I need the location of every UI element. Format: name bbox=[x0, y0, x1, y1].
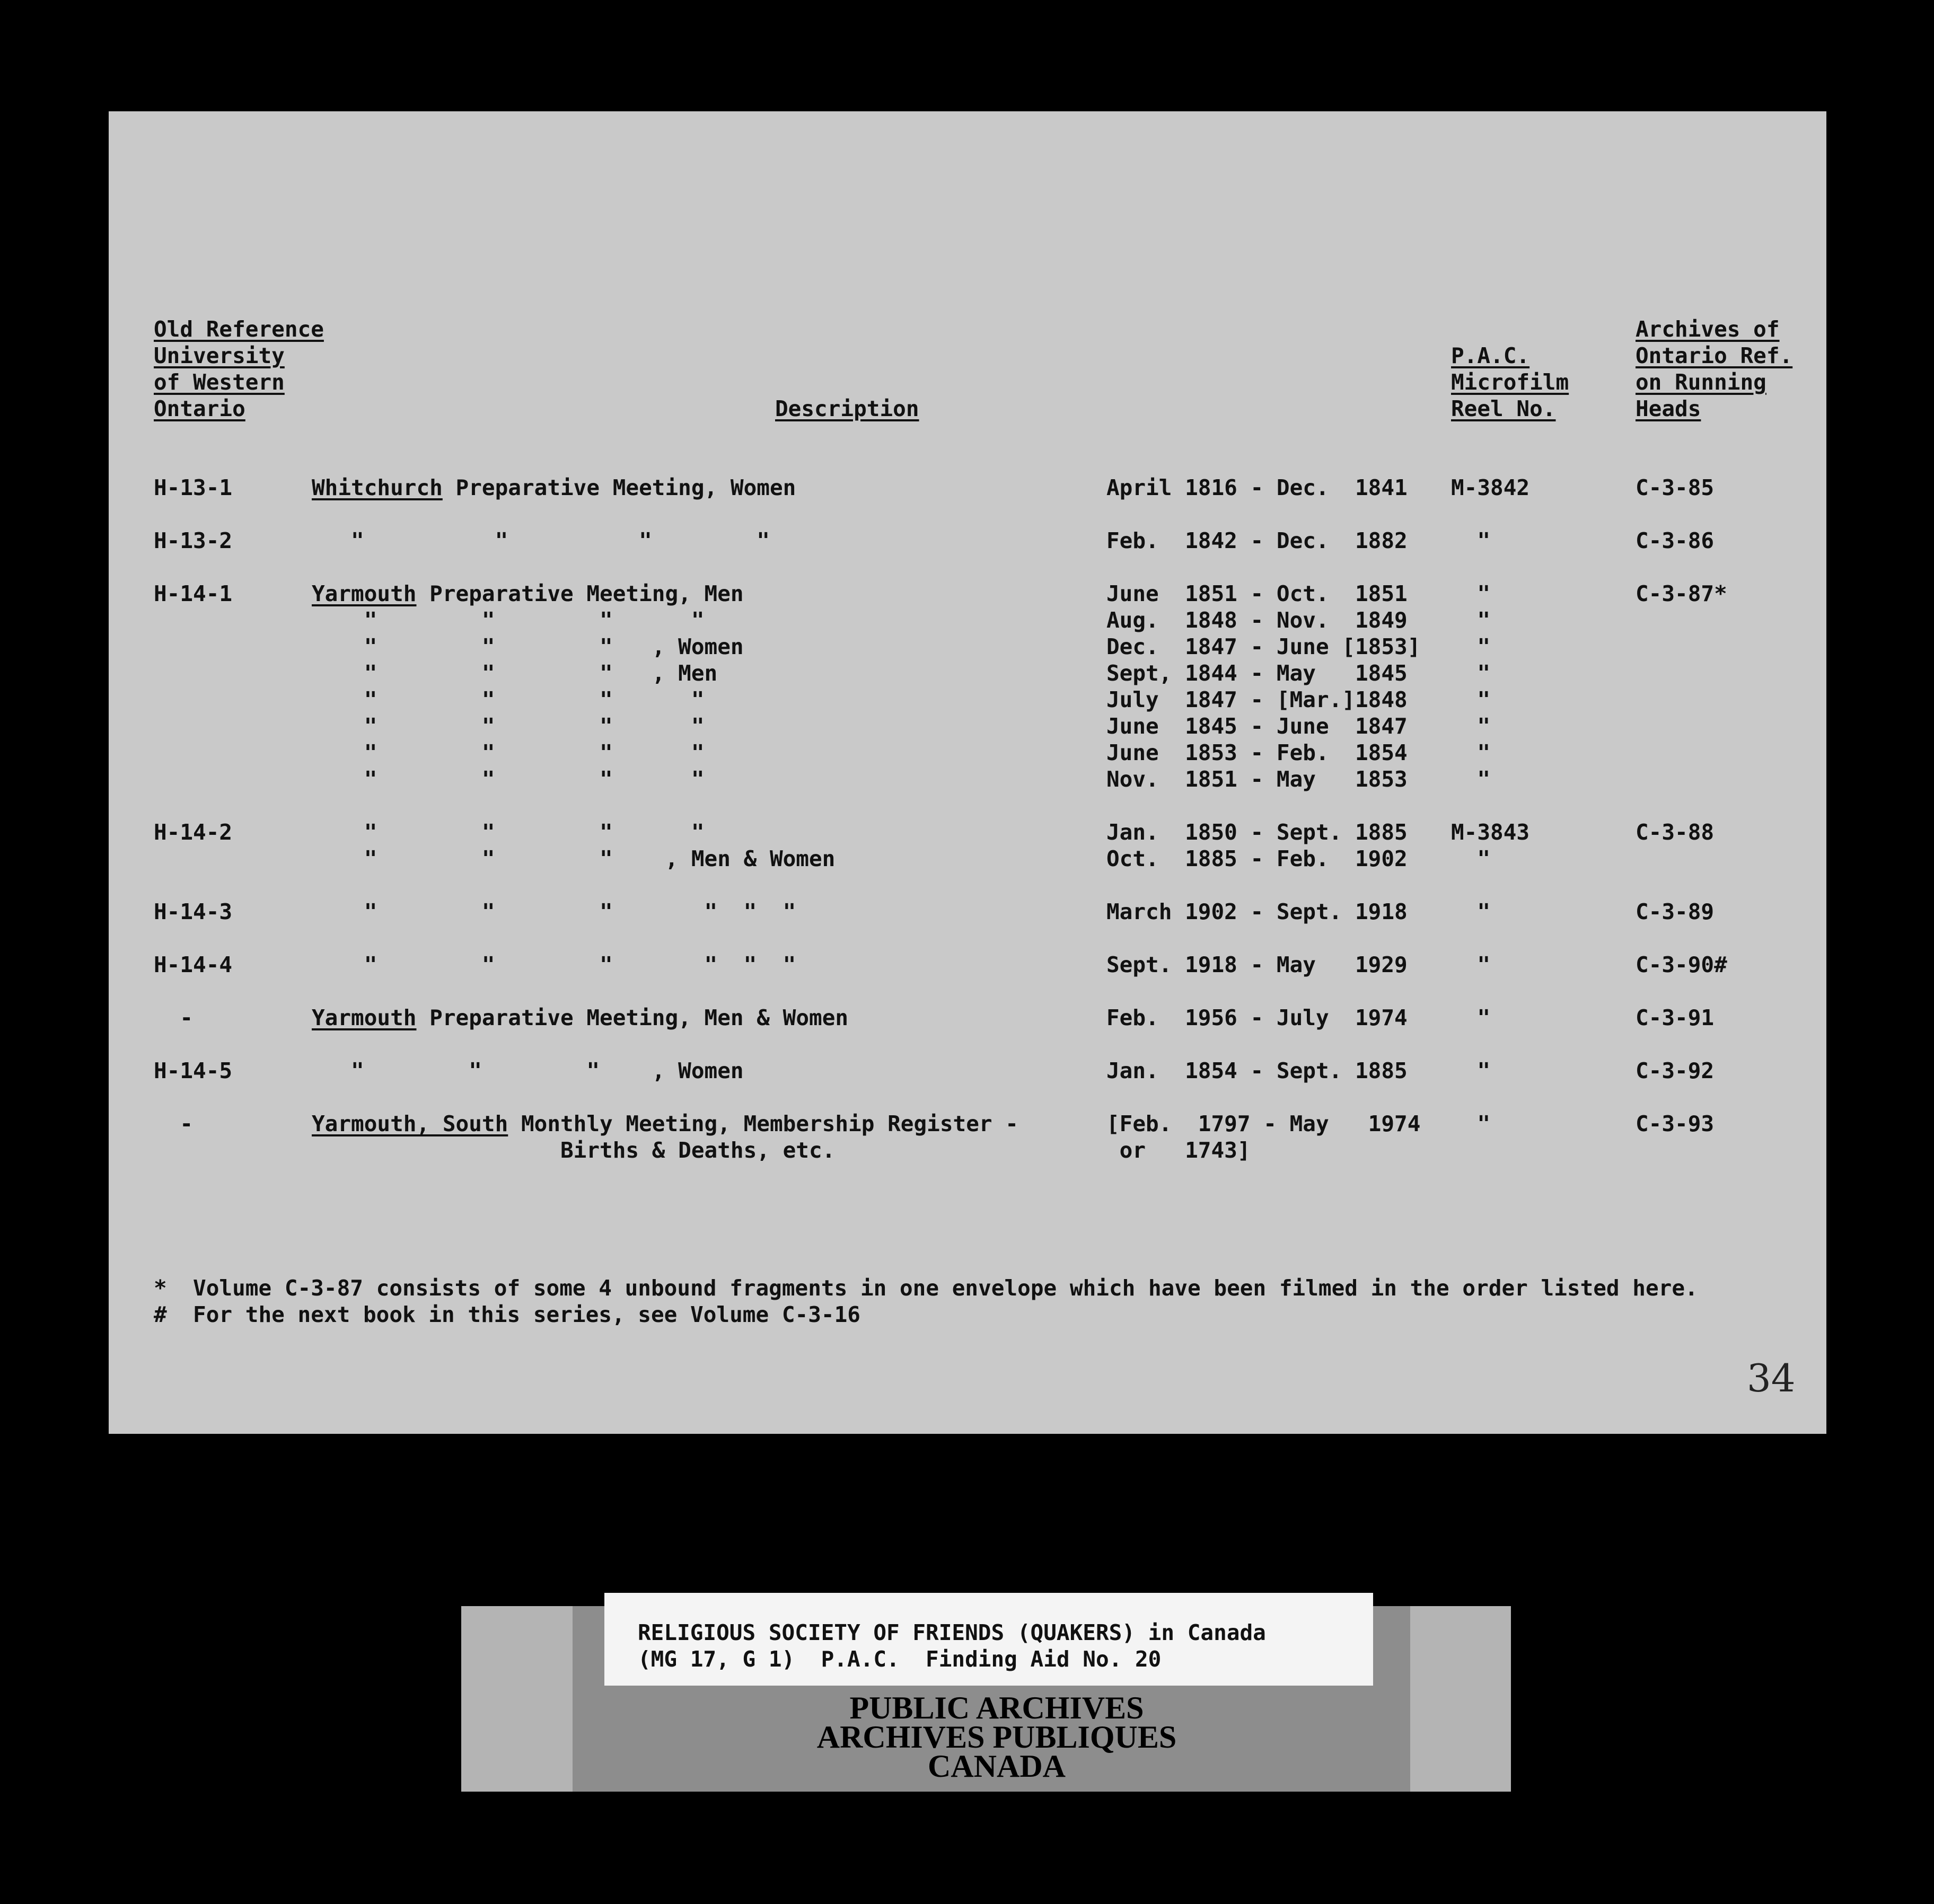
row-meeting: " " " " " " bbox=[312, 899, 796, 924]
row-ao-ref: C-3-91 bbox=[1636, 1005, 1715, 1030]
row-meeting: " " " " bbox=[312, 740, 705, 765]
row-ref: H-14-3 bbox=[154, 899, 233, 924]
row-dates: or 1743] bbox=[1106, 1138, 1251, 1163]
row-description bbox=[312, 1137, 835, 1163]
row-meeting: " " " " bbox=[312, 687, 705, 712]
row-meeting: " " " " bbox=[312, 819, 705, 845]
row-meeting: " " " , Women bbox=[312, 634, 744, 659]
row-reel: " bbox=[1451, 740, 1491, 765]
row-ao-ref: C-3-87* bbox=[1636, 581, 1727, 606]
row-description bbox=[312, 898, 796, 925]
row-dates: [Feb. 1797 - May 1974 bbox=[1106, 1111, 1421, 1136]
header-pac-2: Microfilm bbox=[1451, 369, 1569, 395]
row-meeting: Preparative Meeting, Women bbox=[442, 475, 796, 500]
row-dates: March 1902 - Sept. 1918 bbox=[1106, 899, 1408, 924]
holder-tab-left bbox=[461, 1606, 573, 1792]
header-ao-2: Ontario Ref. bbox=[1636, 343, 1793, 368]
row-description bbox=[312, 739, 705, 766]
row-reel: " bbox=[1451, 846, 1491, 871]
holder-tab-right bbox=[1410, 1606, 1511, 1792]
row-dates: Jan. 1850 - Sept. 1885 bbox=[1106, 819, 1408, 845]
row-description bbox=[312, 527, 770, 554]
header-pac-1: P.A.C. bbox=[1451, 343, 1530, 368]
row-dates: Sept. 1918 - May 1929 bbox=[1106, 952, 1408, 977]
row-ao-ref: C-3-85 bbox=[1636, 475, 1715, 500]
row-description bbox=[312, 474, 796, 501]
row-dates: June 1845 - June 1847 bbox=[1106, 713, 1408, 739]
row-place: Whitchurch bbox=[312, 475, 443, 500]
header-old-reference-2: University bbox=[154, 343, 285, 368]
row-dates: June 1853 - Feb. 1854 bbox=[1106, 740, 1408, 765]
row-reel: " bbox=[1451, 634, 1491, 659]
row-reel: " bbox=[1451, 687, 1491, 712]
row-ao-ref: C-3-93 bbox=[1636, 1111, 1715, 1136]
row-meeting: " " " " bbox=[312, 766, 705, 792]
row-description bbox=[312, 1057, 744, 1084]
row-reel: " bbox=[1451, 766, 1491, 792]
row-ref: H-14-1 bbox=[154, 581, 233, 606]
row-dates: Feb. 1956 - July 1974 bbox=[1106, 1005, 1408, 1030]
row-ref: H-14-5 bbox=[154, 1058, 233, 1083]
row-reel: " bbox=[1451, 660, 1491, 686]
row-dates: Feb. 1842 - Dec. 1882 bbox=[1106, 528, 1408, 553]
label-line-1: RELIGIOUS SOCIETY OF FRIENDS (QUAKERS) in Canada bbox=[638, 1620, 1266, 1645]
row-dates: Jan. 1854 - Sept. 1885 bbox=[1106, 1058, 1408, 1083]
header-description: Description bbox=[775, 396, 919, 421]
row-reel: " bbox=[1451, 1111, 1491, 1136]
row-reel: M-3843 bbox=[1451, 819, 1530, 845]
row-description bbox=[312, 660, 717, 686]
stamp-line-1: PUBLIC ARCHIVES bbox=[849, 1690, 1144, 1725]
header-old-reference-3: of Western bbox=[154, 369, 285, 395]
row-meeting: " " " , Women bbox=[312, 1058, 744, 1083]
row-ao-ref: C-3-89 bbox=[1636, 899, 1715, 924]
row-description bbox=[312, 766, 705, 792]
header-old-reference-4: Ontario bbox=[154, 396, 245, 421]
row-reel: " bbox=[1451, 581, 1491, 606]
row-place: Yarmouth bbox=[312, 1005, 417, 1030]
row-dates: Dec. 1847 - June [1853] bbox=[1106, 634, 1421, 659]
row-dates: July 1847 - [Mar.]1848 bbox=[1106, 687, 1408, 712]
row-reel: " bbox=[1451, 1058, 1491, 1083]
row-dates: Nov. 1851 - May 1853 bbox=[1106, 766, 1408, 792]
stamp-line-3: CANADA bbox=[928, 1749, 1066, 1784]
label-line-2: (MG 17, G 1) P.A.C. Finding Aid No. 20 bbox=[638, 1646, 1162, 1672]
row-meeting: Preparative Meeting, Men bbox=[416, 581, 744, 606]
row-ref: - bbox=[154, 1111, 194, 1136]
row-meeting: " " " " " " bbox=[312, 952, 796, 977]
header-ao-1: Archives of bbox=[1636, 316, 1780, 342]
row-dates: Aug. 1848 - Nov. 1849 bbox=[1106, 607, 1408, 633]
row-description bbox=[312, 580, 744, 607]
row-dates: Sept, 1844 - May 1845 bbox=[1106, 660, 1408, 686]
footnote-asterisk: * Volume C-3-87 consists of some 4 unbound fragments in one envelope which have been filmed in the order listed here. bbox=[154, 1275, 1698, 1301]
row-meeting: " " " " bbox=[312, 528, 770, 553]
row-description bbox=[312, 686, 705, 713]
row-description bbox=[312, 845, 835, 872]
row-ref: H-14-2 bbox=[154, 819, 233, 845]
header-ao-3: on Running bbox=[1636, 369, 1766, 395]
header-old-reference-1: Old Reference bbox=[154, 316, 324, 342]
row-dates: Oct. 1885 - Feb. 1902 bbox=[1106, 846, 1408, 871]
row-ao-ref: C-3-90# bbox=[1636, 952, 1727, 977]
row-meeting: " " " " bbox=[312, 713, 705, 739]
row-ref: - bbox=[154, 1005, 194, 1030]
header-pac-3: Reel No. bbox=[1451, 396, 1556, 421]
row-description bbox=[312, 951, 796, 978]
row-meeting: " " " , Men bbox=[312, 660, 718, 686]
row-meeting: Preparative Meeting, Men & Women bbox=[416, 1005, 849, 1030]
row-meeting: " " " " bbox=[312, 607, 705, 633]
row-meeting: Monthly Meeting, Membership Register - bbox=[508, 1111, 1018, 1136]
row-place: Yarmouth, South bbox=[312, 1111, 508, 1136]
row-meeting: Births & Deaths, etc. bbox=[312, 1138, 836, 1163]
row-description bbox=[312, 1110, 1018, 1137]
row-place: Yarmouth bbox=[312, 581, 417, 606]
row-ao-ref: C-3-86 bbox=[1636, 528, 1715, 553]
page-number: 34 bbox=[1747, 1356, 1796, 1400]
row-reel: " bbox=[1451, 952, 1491, 977]
row-dates: June 1851 - Oct. 1851 bbox=[1106, 581, 1408, 606]
row-ao-ref: C-3-88 bbox=[1636, 819, 1715, 845]
row-ref: H-13-2 bbox=[154, 528, 233, 553]
footnote-hash: # For the next book in this series, see Volume C-3-16 bbox=[154, 1302, 860, 1327]
row-description bbox=[312, 713, 705, 739]
row-reel: " bbox=[1451, 713, 1491, 739]
row-ao-ref: C-3-92 bbox=[1636, 1058, 1715, 1083]
row-description bbox=[312, 819, 705, 845]
row-reel: " bbox=[1451, 528, 1491, 553]
row-reel: M-3842 bbox=[1451, 475, 1530, 500]
row-reel: " bbox=[1451, 1005, 1491, 1030]
row-dates: April 1816 - Dec. 1841 bbox=[1106, 475, 1408, 500]
row-ref: H-13-1 bbox=[154, 475, 233, 500]
row-ref: H-14-4 bbox=[154, 952, 233, 977]
row-description bbox=[312, 1004, 848, 1031]
row-description bbox=[312, 633, 744, 660]
stamp-line-2: ARCHIVES PUBLIQUES bbox=[816, 1720, 1177, 1755]
header-ao-4: Heads bbox=[1636, 396, 1701, 421]
row-description bbox=[312, 607, 705, 633]
row-meeting: " " " , Men & Women bbox=[312, 846, 836, 871]
row-reel: " bbox=[1451, 899, 1491, 924]
row-reel: " bbox=[1451, 607, 1491, 633]
